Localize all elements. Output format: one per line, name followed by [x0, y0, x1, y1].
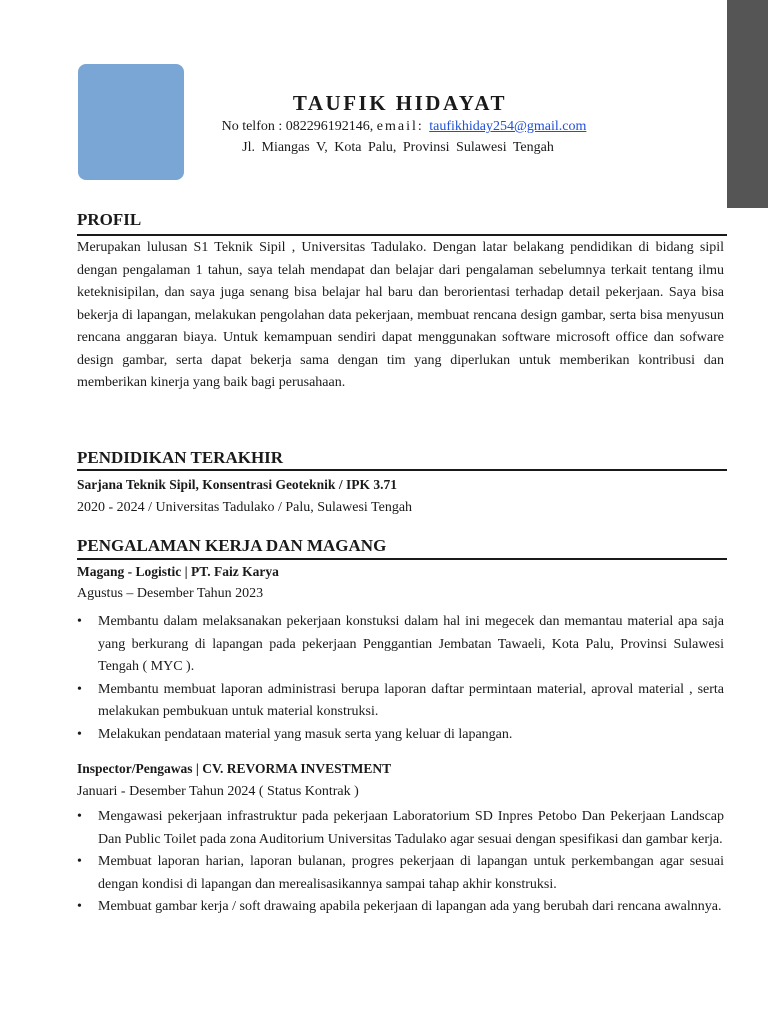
- list-item: [77, 679, 724, 724]
- duty-text: Melakukan pendataan material yang masuk serta yang keluar di lapangan.: [98, 726, 513, 742]
- section-divider: [77, 558, 727, 560]
- job-title: Inspector/Pengawas | CV. REVORMA INVESTMENT: [77, 761, 392, 776]
- duty-text: Membantu membuat laporan administrasi berupa laporan daftar permintaan material, aproval material , serta melakukan pembukuan untuk material konstruksi.: [98, 681, 724, 719]
- section-heading-pengalaman: PENGALAMAN KERJA DAN MAGANG: [77, 536, 387, 555]
- bullet-icon: •: [77, 614, 82, 629]
- list-item: [77, 896, 724, 919]
- email-link[interactable]: taufikhiday254@gmail.com: [429, 119, 587, 134]
- section-heading-pendidikan: PENDIDIKAN TERAKHIR: [77, 448, 284, 467]
- job-duties-list: [77, 806, 724, 919]
- address-line: Jl. Miangas V, Kota Palu, Provinsi Sulawesi Tengah: [242, 140, 554, 155]
- bullet-icon: •: [77, 899, 82, 914]
- duty-text: Membuat gambar kerja / soft drawaing apabila pekerjaan di lapangan ada yang berubah dari rencana awalnnya.: [98, 899, 722, 914]
- bullet-icon: •: [77, 681, 82, 697]
- list-item: [77, 611, 724, 679]
- bullet-icon: •: [77, 726, 82, 742]
- section-divider: [77, 234, 727, 236]
- section-divider: [77, 469, 727, 471]
- contact-line: [0, 119, 768, 135]
- job-period: Agustus – Desember Tahun 2023: [77, 586, 264, 601]
- job-duties-list: [77, 611, 724, 746]
- bullet-icon: •: [77, 854, 82, 869]
- duty-text: Membantu dalam melaksanakan pekerjaan konstuksi dalam hal ini megecek dan memantau material apa saja yang berkurang di lapangan pada pekerjaan Penggantian Jembatan Tawaeli, Kota Palu, Provinsi Sulawesi Tengah ( MYC ).: [98, 614, 724, 674]
- list-item: [77, 851, 724, 896]
- education-detail: 2020 - 2024 / Universitas Tadulako / Palu, Sulawesi Tengah: [77, 500, 413, 515]
- phone-text: No telfon : 082296192146,: [221, 119, 377, 134]
- job-title: Magang - Logistic | PT. Faiz Karya: [77, 564, 279, 579]
- profil-paragraph: Merupakan lulusan S1 Teknik Sipil , Universitas Tadulako. Dengan latar belakang pendidikan di bidang sipil dengan pengalaman 1 tahun, saya telah mendapat dan belajar dari pengalaman sebelumnya terkait tentang ilmu keteknisipilan, dan saya juga senang bisa belajar hal baru dan berorientasi terhadap detail pekerjaan. Saya bisa bekerja di lapangan, melakukan pengolahan data pekerjaan, membuat rencana design gambar, serta bisa menyusun rencana anggaran biaya. Untuk kemampuan sendiri dapat menggunakan software microsoft office dan sofware design gambar, serta dapat bekerja sama dengan tim yang diperlukan untuk memberikan kontribusi dan memberikan kinerja yang baik bagi perusahaan.: [77, 240, 724, 390]
- candidate-name: TAUFIK HIDAYAT: [292, 91, 508, 115]
- list-item: [77, 806, 724, 851]
- job-period: Januari - Desember Tahun 2024 ( Status Kontrak ): [77, 784, 359, 799]
- bullet-icon: •: [77, 809, 82, 824]
- list-item: [77, 724, 724, 747]
- duty-text: Membuat laporan harian, laporan bulanan, progres pekerjaan di lapangan untuk perkembangan agar sesuai dengan kondisi di lapangan dan merealisasikannya sampai tahap akhir konstruksi.: [98, 854, 724, 892]
- duty-text: Mengawasi pekerjaan infrastruktur pada pekerjaan Laboratorium SD Inpres Petobo Dan Pekerjaan Landscap Dan Public Toilet pada zona Auditorium Universitas Tadulako agar sesuai dengan spesifikasi dan gambar kerja.: [98, 809, 724, 847]
- education-degree: Sarjana Teknik Sipil, Konsentrasi Geoteknik / IPK 3.71: [77, 477, 397, 492]
- email-label: email:: [376, 119, 430, 134]
- section-heading-profil: PROFIL: [77, 210, 142, 229]
